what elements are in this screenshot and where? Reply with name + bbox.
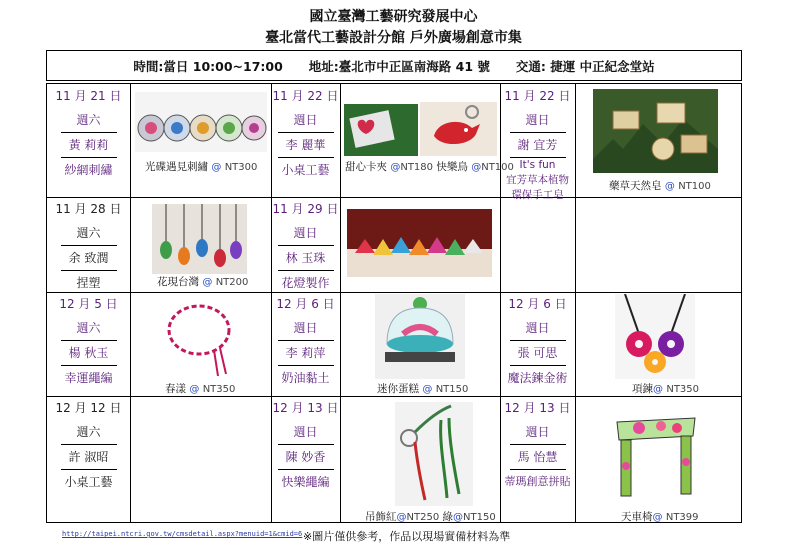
vendor-name: 許 淑昭 xyxy=(68,450,109,464)
vendor-info xyxy=(500,84,575,203)
vendor-craft: 蒂瑪創意拼貼 xyxy=(504,475,571,488)
vendor-name: 黃 莉莉 xyxy=(68,138,109,152)
vendor-date: 12 月 6 日 xyxy=(276,297,335,311)
product-caption: 吊飾紅@NT250 綠@NT150 xyxy=(365,511,496,523)
vendor-name: 李 麗華 xyxy=(285,138,326,152)
page-title-org: 國立臺灣工藝研究發展中心 xyxy=(309,9,478,25)
vendor-craft: 幸運繩編 xyxy=(64,371,113,385)
vendor-name: 李 莉萍 xyxy=(285,346,326,360)
vendor-info xyxy=(271,396,340,494)
vendor-craft: 宜芳草本植物 xyxy=(506,174,569,186)
vendor-craft: 快樂繩編 xyxy=(281,475,330,489)
vendor-date: 12 月 5 日 xyxy=(59,297,118,311)
product-photo-knot-charm xyxy=(395,402,473,506)
vendor-day: 週日 xyxy=(293,321,318,335)
product-caption: 項鍊@ NT350 xyxy=(632,383,700,395)
vendor-day: 週六 xyxy=(76,226,101,240)
event-transport: 交通: 捷運 中正紀念堂站 xyxy=(515,58,655,74)
vendor-info xyxy=(47,84,130,182)
vendor-info xyxy=(47,292,130,390)
vendor-day: 週日 xyxy=(525,321,550,335)
product-caption: 花現台灣 @ NT200 xyxy=(157,276,249,288)
product-caption: 天車椅@ NT399 xyxy=(621,511,699,523)
product-photo-cd-embroidery xyxy=(135,92,267,152)
page-title-event: 臺北當代工藝設計分館 戶外廣場創意市集 xyxy=(265,30,522,46)
vendor-info xyxy=(500,396,575,494)
vendor-name: 馬 怡慧 xyxy=(517,450,558,464)
vendor-craft: 花燈製作 xyxy=(281,276,330,290)
source-link[interactable]: http://taipei.ntcri.gov.tw/cmsdetail.aspx?menuid=1&cmid=6 xyxy=(62,530,303,538)
product-photo-decoupage-stool xyxy=(613,406,699,504)
event-location: 地址:臺北市中正區南海路 41 號 xyxy=(308,58,490,74)
vendor-craft: 捏塑 xyxy=(76,276,101,290)
event-info-bar xyxy=(46,50,742,81)
vendor-craft: It's fun xyxy=(519,159,556,171)
vendor-craft: 紗網刺繡 xyxy=(64,163,113,177)
event-time: 時間:當日 10:00~17:00 xyxy=(133,58,283,74)
vendor-name: 楊 秋玉 xyxy=(68,346,109,360)
vendor-info xyxy=(47,396,130,494)
vendor-craft: 魔法鍊金術 xyxy=(507,371,568,385)
vendor-name: 林 玉珠 xyxy=(285,251,326,265)
product-photo-flower-taiwan xyxy=(152,204,247,274)
vendor-info xyxy=(47,197,130,295)
vendor-info xyxy=(271,84,340,182)
vendor-day: 週日 xyxy=(293,425,318,439)
vendor-date: 11 月 21 日 xyxy=(55,89,122,103)
product-photo-mini-cake xyxy=(375,294,465,379)
vendor-date: 12 月 6 日 xyxy=(508,297,567,311)
vendor-name: 張 可思 xyxy=(517,346,558,360)
product-photo-necklace xyxy=(615,294,695,379)
vendor-date: 11 月 29 日 xyxy=(272,202,339,216)
vendor-day: 週日 xyxy=(293,226,318,240)
product-photo-lanterns xyxy=(347,209,492,277)
product-caption: 迷你蛋糕 @ NT150 xyxy=(377,383,469,395)
vendor-day: 週六 xyxy=(76,113,101,127)
vendor-date: 11 月 22 日 xyxy=(272,89,339,103)
vendor-name: 謝 宜芳 xyxy=(517,138,558,152)
vendor-date: 12 月 13 日 xyxy=(272,401,339,415)
vendor-craft: 奶油黏土 xyxy=(281,371,330,385)
vendor-date: 12 月 13 日 xyxy=(504,401,571,415)
vendor-day: 週六 xyxy=(76,425,101,439)
vendor-date: 11 月 22 日 xyxy=(504,89,571,103)
vendor-craft: 小桌工藝 xyxy=(281,163,330,177)
product-photo-happy-bird xyxy=(420,102,497,156)
disclaimer-note: ※圖片僅供參考，作品以現場實備材料為準 xyxy=(303,530,511,543)
product-photo-knot-bracelet xyxy=(156,294,242,380)
product-caption: 光碟遇見刺繡 @ NT300 xyxy=(145,161,258,173)
vendor-day: 週六 xyxy=(76,321,101,335)
vendor-day: 週日 xyxy=(293,113,318,127)
vendor-craft: 環保手工皂 xyxy=(511,189,564,201)
product-caption: 春漾 @ NT350 xyxy=(165,383,236,395)
vendor-craft: 小桌工藝 xyxy=(64,475,113,489)
vendor-date: 12 月 12 日 xyxy=(55,401,122,415)
vendor-name: 陳 妙香 xyxy=(285,450,326,464)
vendor-info xyxy=(271,197,340,295)
vendor-info xyxy=(271,292,340,390)
product-caption: 藥草天然皂 @ NT100 xyxy=(609,180,711,192)
product-photo-card-holder xyxy=(344,104,418,156)
vendor-info xyxy=(500,292,575,390)
product-photo-herbal-soap xyxy=(593,89,718,173)
schedule-grid xyxy=(46,83,742,523)
vendor-name: 余 致潤 xyxy=(68,251,109,265)
vendor-day: 週日 xyxy=(525,113,550,127)
vendor-date: 11 月 28 日 xyxy=(55,202,122,216)
product-caption: 甜心卡夾 @NT180 快樂鳥 @NT100 xyxy=(345,161,514,173)
vendor-day: 週日 xyxy=(525,425,550,439)
